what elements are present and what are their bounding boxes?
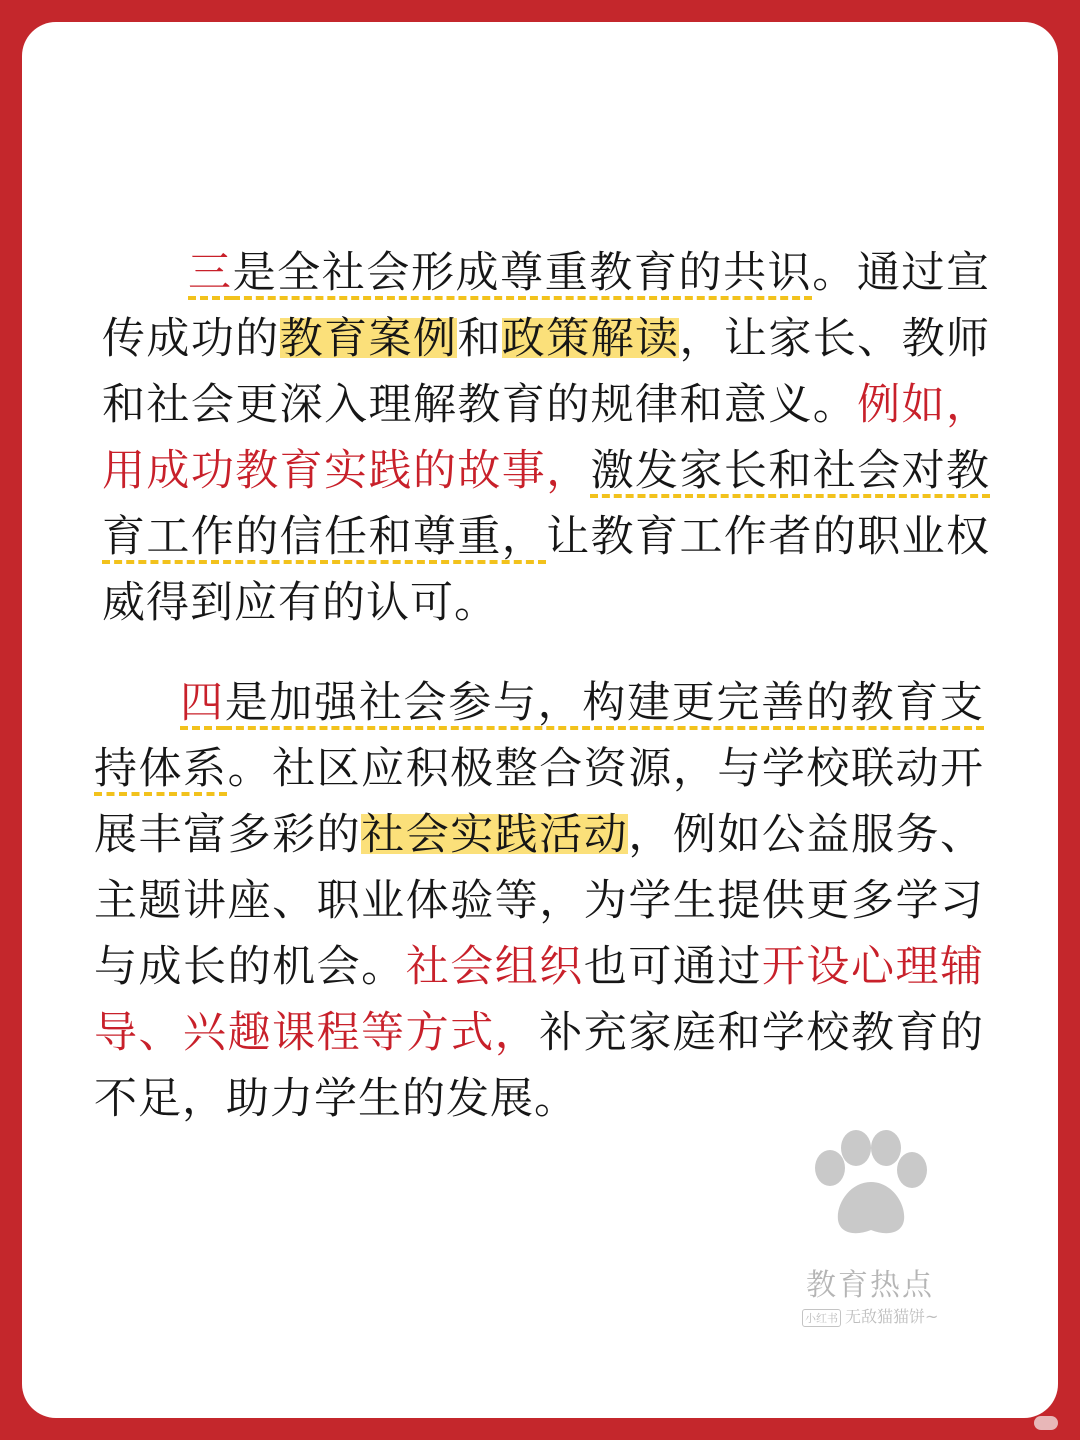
red-counseling-courses: 开设心理辅导、兴趣课程等方式， — [94, 942, 985, 1058]
text-run: 也可通过 — [583, 942, 762, 992]
watermark-username: 无敌猫猫饼~ — [845, 1307, 939, 1326]
highlight-social-practice: 社会实践活动 — [361, 810, 629, 860]
highlight-policy-interpretation: 政策解读 — [501, 314, 680, 364]
corner-badge-icon — [1034, 1416, 1058, 1430]
point-number-four: 四 — [180, 678, 225, 728]
underlined-trust-text: 激发家长和社会对教育工作的信任和尊重， — [102, 446, 991, 562]
watermark-title: 教育热点 — [806, 1268, 934, 1303]
watermark — [794, 1130, 974, 1326]
xiaohongshu-logo: 小红书 — [802, 1309, 841, 1327]
text-run: 。社区应积极整合资源，与学校联动开展丰富多彩的 — [94, 744, 985, 860]
red-example-text: 例如，用成功教育实践的故事， — [102, 380, 991, 496]
content-card — [22, 22, 1058, 1418]
text-run: 补充家庭和学校教育的不足，助力学生的发展。 — [94, 1008, 985, 1124]
paragraph-four — [94, 670, 984, 1132]
point-three-heading: 是全社会形成尊重教育的共识 — [232, 248, 813, 298]
text-run: 。通过宣传成功的 — [102, 248, 991, 364]
text-run: 和 — [457, 314, 502, 364]
point-four-heading: 是加强社会参与，构建更完善的教育支持体系 — [94, 678, 985, 794]
paw-icon — [812, 1130, 930, 1240]
text-run: ，例如公益服务、主题讲座、职业体验等，为学生提供更多学习与成长的机会。 — [94, 810, 985, 992]
paragraph-three — [102, 240, 990, 636]
highlight-education-cases: 教育案例 — [279, 314, 458, 364]
red-social-organizations: 社会组织 — [405, 942, 584, 992]
point-number-three: 三 — [188, 248, 233, 298]
text-run: 让教育工作者的职业权威得到应有的认可。 — [102, 512, 991, 628]
text-run: ，让家长、教师和社会更深入理解教育的规律和意义。 — [102, 314, 991, 430]
watermark-author — [802, 1304, 938, 1327]
